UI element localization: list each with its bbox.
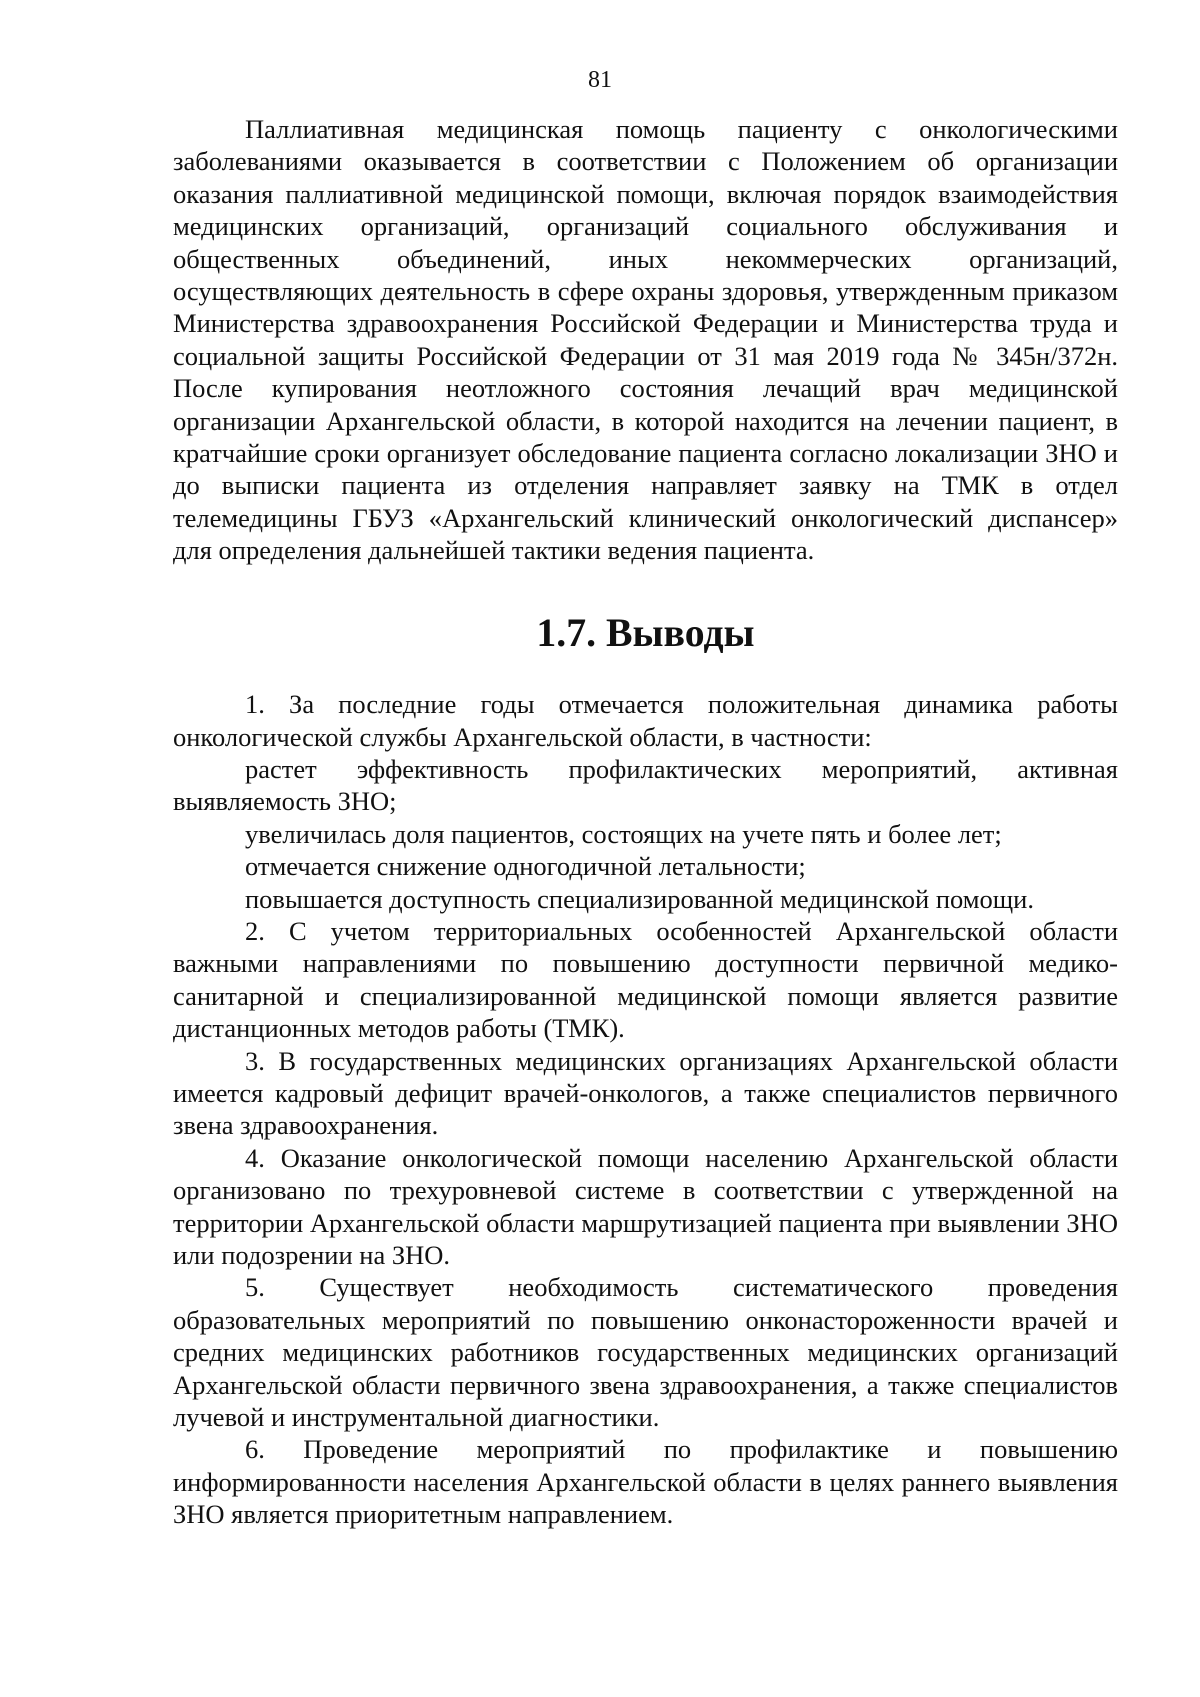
conclusion-1-item-effectiveness: растет эффективность профилактических мероприятий, активная выявляемость ЗНО; <box>173 753 1118 817</box>
conclusion-1: 1. За последние годы отмечается положительная динамика работы онкологической службы Архангельской области, в частности: <box>173 689 1118 752</box>
conclusion-1-item-mortality: отмечается снижение одногодичной летальности; <box>245 851 806 882</box>
conclusion-5: 5. Существует необходимость систематического проведения образовательных мероприятий по повышению онконастороженности врачей и средних медицинских работников государственных медицинских организаций Архангельской области первичного звена здравоохранения, а также специалистов лучевой и инструментальной диагностики. <box>173 1272 1118 1433</box>
conclusion-3: 3. В государственных медицинских организациях Архангельской области имеется кадровый дефицит врачей-онкологов, а также специалистов первичного звена здравоохранения. <box>173 1045 1118 1141</box>
conclusion-4: 4. Оказание онкологической помощи населению Архангельской области организовано по трехуровневой системе в соответствии с утвержденной на территории Архангельской области маршрутизацией пациента при выявлении ЗНО или подозрении на ЗНО. <box>173 1142 1118 1270</box>
conclusion-1-item-accessibility: повышается доступность специализированной медицинской помощи. <box>245 883 1034 914</box>
conclusion-2: 2. С учетом территориальных особенностей Архангельской области важными направлениями по повышению доступности первичной медико-санитарной и специализированной медицинской помощи является развитие дистанционных методов работы (ТМК). <box>173 915 1118 1044</box>
section-heading: 1.7. Выводы <box>536 610 755 655</box>
intro-paragraph: Паллиативная медицинская помощь пациенту с онкологическими заболеваниями оказывается в соответствии с Положением об организации оказания паллиативной медицинской помощи, включая порядок взаимодействия медицинских организаций, организаций социального обслуживания и общественных объединений, иных некоммерческих организаций, осуществляющих деятельность в сфере охраны здоровья, утвержденным приказом Министерства здравоохранения Российской Федерации и Министерства труда и социальной защиты Российской Федерации от 31 мая 2019 года № 345н/372н. После купирования неотложного состояния лечащий врач медицинской организации Архангельской области, в которой находится на лечении пациент, в кратчайшие сроки организует обследование пациента согласно локализации ЗНО и до выписки пациента из отделения направляет заявку на ТМК в отдел телемедицины ГБУЗ «Архангельский клинический онкологический диспансер» для определения дальнейшей тактики ведения пациента. <box>173 114 1118 566</box>
document-body <box>173 113 1118 1531</box>
page-number: 81 <box>588 67 612 93</box>
conclusion-1-item-patients-share: увеличилась доля пациентов, состоящих на учете пять и более лет; <box>245 818 1002 849</box>
conclusion-6: 6. Проведение мероприятий по профилактике и повышению информированности населения Архангельской области в целях раннего выявления ЗНО является приоритетным направлением. <box>173 1434 1118 1530</box>
